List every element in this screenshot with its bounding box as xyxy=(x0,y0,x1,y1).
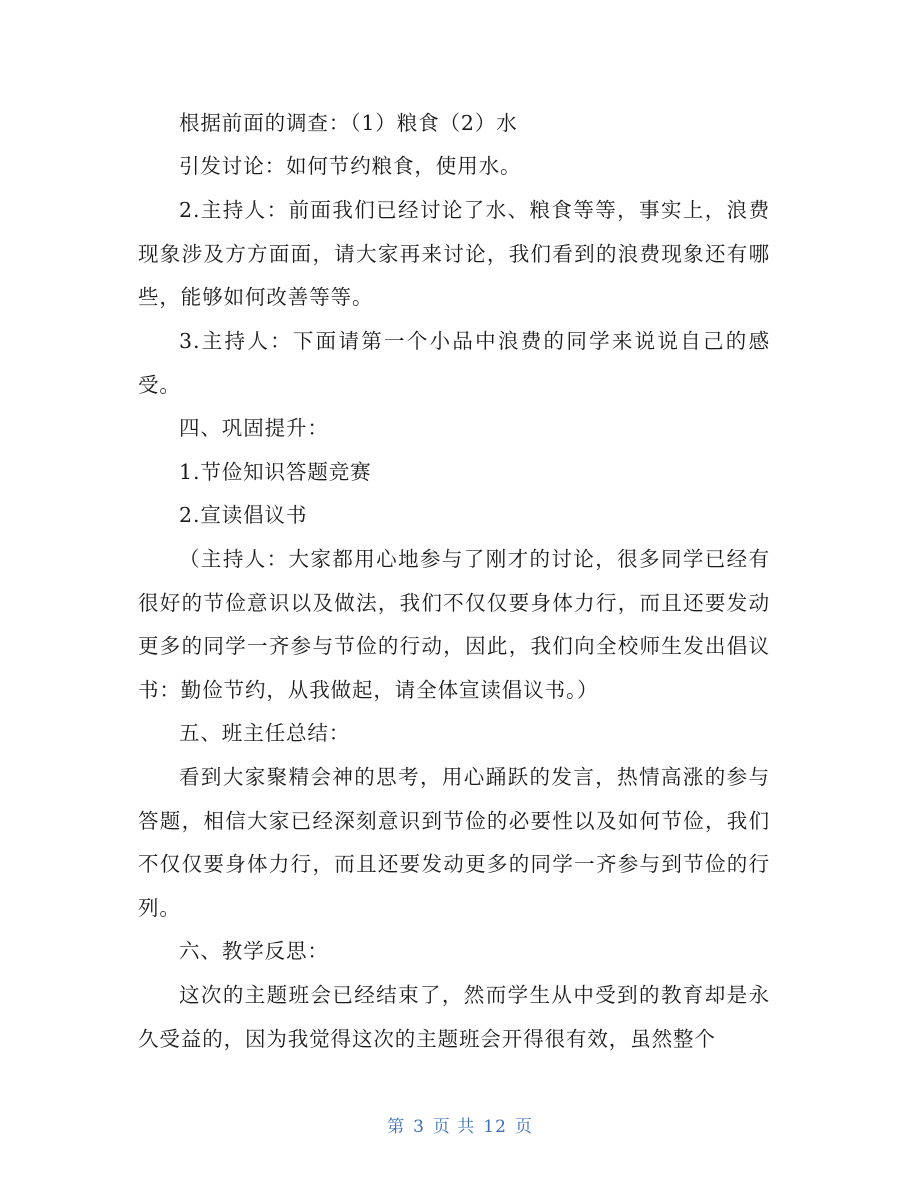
paragraph-host-2: 2.主持人：前面我们已经讨论了水、粮食等等，事实上，浪费现象涉及方方面面，请大家再来讨论，我们看到的浪费现象还有哪些，能够如何改善等等。 xyxy=(138,198,770,310)
paragraph-quiz: 1.节俭知识答题竞赛 xyxy=(179,460,372,484)
footer-middle: 页 共 xyxy=(432,1117,476,1137)
page-footer xyxy=(0,1112,920,1137)
section-heading-5: 五、班主任总结： xyxy=(179,721,351,745)
paragraph-discussion: 引发讨论：如何节约粮食，使用水。 xyxy=(179,154,522,178)
paragraph-host-3: 3.主持人：下面请第一个小品中浪费的同学来说说自己的感受。 xyxy=(138,329,770,397)
section-heading-4: 四、巩固提升： xyxy=(179,416,329,440)
paragraph-reflection: 这次的主题班会已经结束了，然而学生从中受到的教育却是永久受益的，因为我觉得这次的主题班会开得很有效，虽然整个 xyxy=(138,983,770,1051)
paragraph-host-proposal: （主持人：大家都用心地参与了刚才的讨论，很多同学已经有很好的节俭意识以及做法，我们不仅仅要身体力行，而且还要发动更多的同学一齐参与节俭的行动，因此，我们向全校师生发出倡议书：勤俭节约，从我做起，请全体宣读倡议书。） xyxy=(138,547,770,702)
footer-suffix: 页 xyxy=(514,1117,533,1137)
footer-prefix: 第 xyxy=(387,1117,406,1137)
footer-total-pages: 12 xyxy=(483,1117,507,1137)
paragraph-survey: 根据前面的调查：（1）粮食（2）水 xyxy=(179,111,518,135)
paragraph-proposal: 2.宣读倡议书 xyxy=(179,503,308,527)
footer-page-number: 3 xyxy=(413,1117,425,1137)
paragraph-summary: 看到大家聚精会神的思考，用心踊跃的发言，热情高涨的参与答题，相信大家已经深刻意识到节俭的必要性以及如何节俭，我们不仅仅要身体力行，而且还要发动更多的同学一齐参与到节俭的行列。 xyxy=(138,765,770,920)
section-heading-6: 六、教学反思： xyxy=(179,939,329,963)
